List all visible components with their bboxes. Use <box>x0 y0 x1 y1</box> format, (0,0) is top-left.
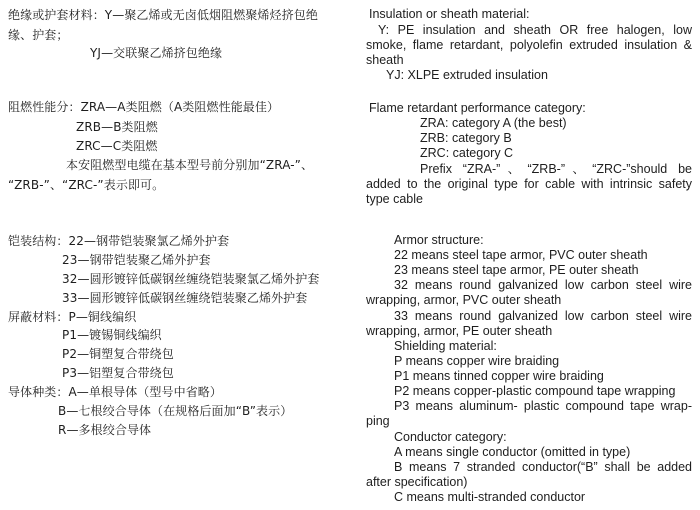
armor-en-line: wrapping, armor, PVC outer sheath <box>366 293 562 307</box>
armor-en-line: 33 means round galvanized low carbon steel wire <box>394 309 692 323</box>
flame-en-line: ZRB: category B <box>420 131 512 145</box>
armor-cn-line: 23—钢带铠装聚乙烯外护套 <box>62 253 211 267</box>
flame-en-line: type cable <box>366 192 423 206</box>
conductor-en-line: A means single conductor (omitted in type) <box>394 445 631 459</box>
sheath-cn-line: YJ—交联聚乙烯挤包绝缘 <box>90 46 223 60</box>
armor-en-line: 22 means steel tape armor, PVC outer sheath <box>394 248 648 262</box>
flame-cn-line: “ZRB-”、“ZRC-”表示即可。 <box>8 178 165 192</box>
armor-en-line: 32 means round galvanized low carbon steel wire <box>394 278 692 292</box>
sheath-en-line: sheath <box>366 53 404 67</box>
armor-en-line: 23 means steel tape armor, PE outer sheath <box>394 263 639 277</box>
sheath-en-line: YJ: XLPE extruded insulation <box>386 68 548 82</box>
shield-en-line: P3 means aluminum- plastic compound tape wrap- <box>394 399 692 413</box>
flame-en-line: ZRC: category C <box>420 146 514 160</box>
flame-en-line: Prefix “ZRA-”、“ZRB-”、“ZRC-”should be <box>420 162 692 176</box>
conductor-en-line: B means 7 stranded conductor(“B” shall be added <box>394 460 692 474</box>
flame-cn-line: 本安阻燃型电缆在基本型号前分别加“ZRA-”、 <box>66 158 314 172</box>
flame-en-line: Flame retardant performance category: <box>369 101 586 115</box>
flame-cn-line: 阻燃性能分：ZRA—A类阻燃（A类阻燃性能最佳） <box>8 100 280 114</box>
conductor-cn-line: 导体种类：A—单根导体（型号中省略） <box>8 385 223 399</box>
sheath-en-line: Y: PE insulation and sheath OR free halogen, low <box>378 23 692 37</box>
sheath-en-line: smoke, flame retardant, polyolefin extruded insulation & <box>366 38 692 52</box>
flame-en-line: added to the original type for cable with intrinsic safety <box>366 177 692 191</box>
flame-cn-line: ZRC—C类阻燃 <box>76 139 158 153</box>
shield-en-line: P means copper wire braiding <box>394 354 560 368</box>
shield-en-line: ping <box>366 414 390 428</box>
armor-cn-line: 33—圆形镀锌低碳钢丝缠绕铠装聚乙烯外护套 <box>62 291 308 305</box>
shield-cn-line: P3—铝塑复合带绕包 <box>62 366 174 380</box>
sheath-en-line: Insulation or sheath material: <box>369 7 530 21</box>
conductor-cn-line: B—七根绞合导体（在规格后面加“B”表示） <box>58 404 293 418</box>
armor-en-line: Armor structure: <box>394 233 484 247</box>
shield-en-line: Shielding material: <box>394 339 497 353</box>
shield-en-line: P2 means copper-plastic compound tape wrapping <box>394 384 676 398</box>
shield-cn-line: 屏蔽材料：P—铜线编织 <box>8 310 137 324</box>
conductor-cn-line: R—多根绞合导体 <box>58 423 152 437</box>
flame-cn-line: ZRB—B类阻燃 <box>76 120 158 134</box>
conductor-en-line: Conductor category: <box>394 430 507 444</box>
conductor-en-line: C means multi-stranded conductor <box>394 490 586 504</box>
armor-cn-line: 铠装结构：22—钢带铠装聚氯乙烯外护套 <box>8 234 230 248</box>
shield-cn-line: P2—铜塑复合带绕包 <box>62 347 174 361</box>
shield-cn-line: P1—镀锡铜线编织 <box>62 328 162 342</box>
flame-en-line: ZRA: category A (the best) <box>420 116 567 130</box>
armor-cn-line: 32—圆形镀锌低碳钢丝缠绕铠装聚氯乙烯外护套 <box>62 272 320 286</box>
armor-en-line: wrapping, armor, PE outer sheath <box>366 324 553 338</box>
sheath-cn-line: 缘、护套； <box>8 28 69 42</box>
shield-en-line: P1 means tinned copper wire braiding <box>394 369 604 383</box>
conductor-en-line: after specification) <box>366 475 468 489</box>
sheath-cn-line: 绝缘或护套材料：Y—聚乙烯或无卤低烟阻燃聚烯烃挤包绝 <box>8 8 318 22</box>
